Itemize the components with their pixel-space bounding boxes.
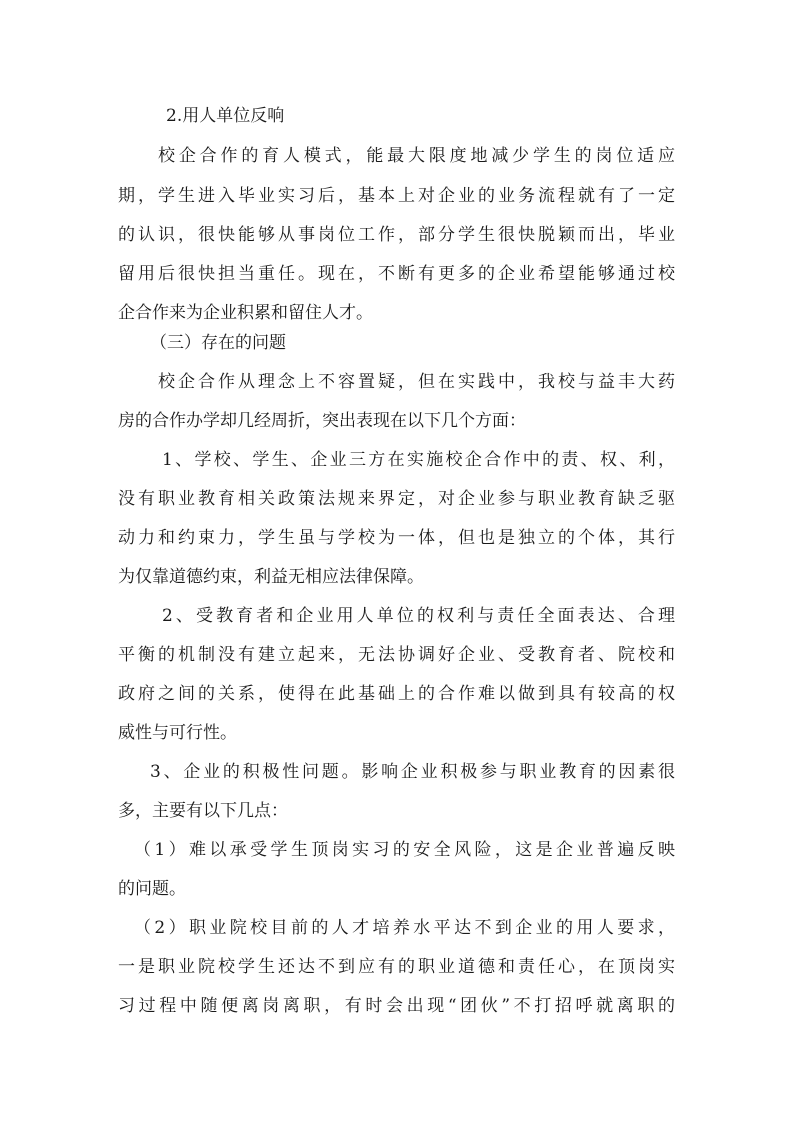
list-item-1-line: 为仅靠道德约束，利益无相应法律保障。 xyxy=(118,567,424,587)
list-item-1-line: 1、学校、学生、企业三方在实施校企合作中的责、权、利， xyxy=(162,450,675,470)
section-heading-existing-problems: （三）存在的问题 xyxy=(150,333,286,353)
list-item-1-line: 动力和约束力，学生虽与学校为一体，但也是独立的个体，其行 xyxy=(118,528,675,548)
paragraph-line: 房的合作办学却几经周折，突出表现在以下几个方面： xyxy=(118,411,526,431)
list-item-2-line: 2、受教育者和企业用人单位的权利与责任全面表达、合理 xyxy=(162,606,675,626)
list-item-3-line: 3、企业的积极性问题。影响企业积极参与职业教育的因素很 xyxy=(150,762,675,782)
sub-item-2-line: （2）职业院校目前的人才培养水平达不到企业的用人要求， xyxy=(134,918,675,938)
list-item-2-line: 威性与可行性。 xyxy=(118,723,237,743)
list-item-3-line: 多，主要有以下几点： xyxy=(118,801,288,821)
paragraph-line: 留用后很快担当重任。现在，不断有更多的企业希望能够通过校 xyxy=(118,264,675,284)
paragraph-line: 期，学生进入毕业实习后，基本上对企业的业务流程就有了一定 xyxy=(118,186,675,206)
sub-item-2-line: 一是职业院校学生还达不到应有的职业道德和责任心，在顶岗实 xyxy=(118,957,675,977)
sub-item-1-line: （1）难以承受学生顶岗实习的安全风险，这是企业普遍反映 xyxy=(134,840,675,860)
paragraph-line: 的认识，很快能够从事岗位工作，部分学生很快脱颖而出，毕业 xyxy=(118,225,675,245)
sub-item-2-line: 习过程中随便离岗离职，有时会出现“团伙”不打招呼就离职的 xyxy=(118,996,675,1016)
paragraph-line: 企合作来为企业积累和留住人才。 xyxy=(118,303,373,323)
paragraph-line: 校企合作从理念上不容置疑，但在实践中，我校与益丰大药 xyxy=(158,372,675,392)
paragraph-line: 校企合作的育人模式，能最大限度地减少学生的岗位适应 xyxy=(158,146,675,166)
list-item-1-line: 没有职业教育相关政策法规来界定，对企业参与职业教育缺乏驱 xyxy=(118,489,675,509)
list-item-2-line: 平衡的机制没有建立起来，无法协调好企业、受教育者、院校和 xyxy=(118,645,675,665)
sub-item-1-line: 的问题。 xyxy=(118,879,186,899)
list-item-2-line: 政府之间的关系，使得在此基础上的合作难以做到具有较高的权 xyxy=(118,684,675,704)
section-heading-employer-feedback: 2.用人单位反响 xyxy=(166,106,285,126)
